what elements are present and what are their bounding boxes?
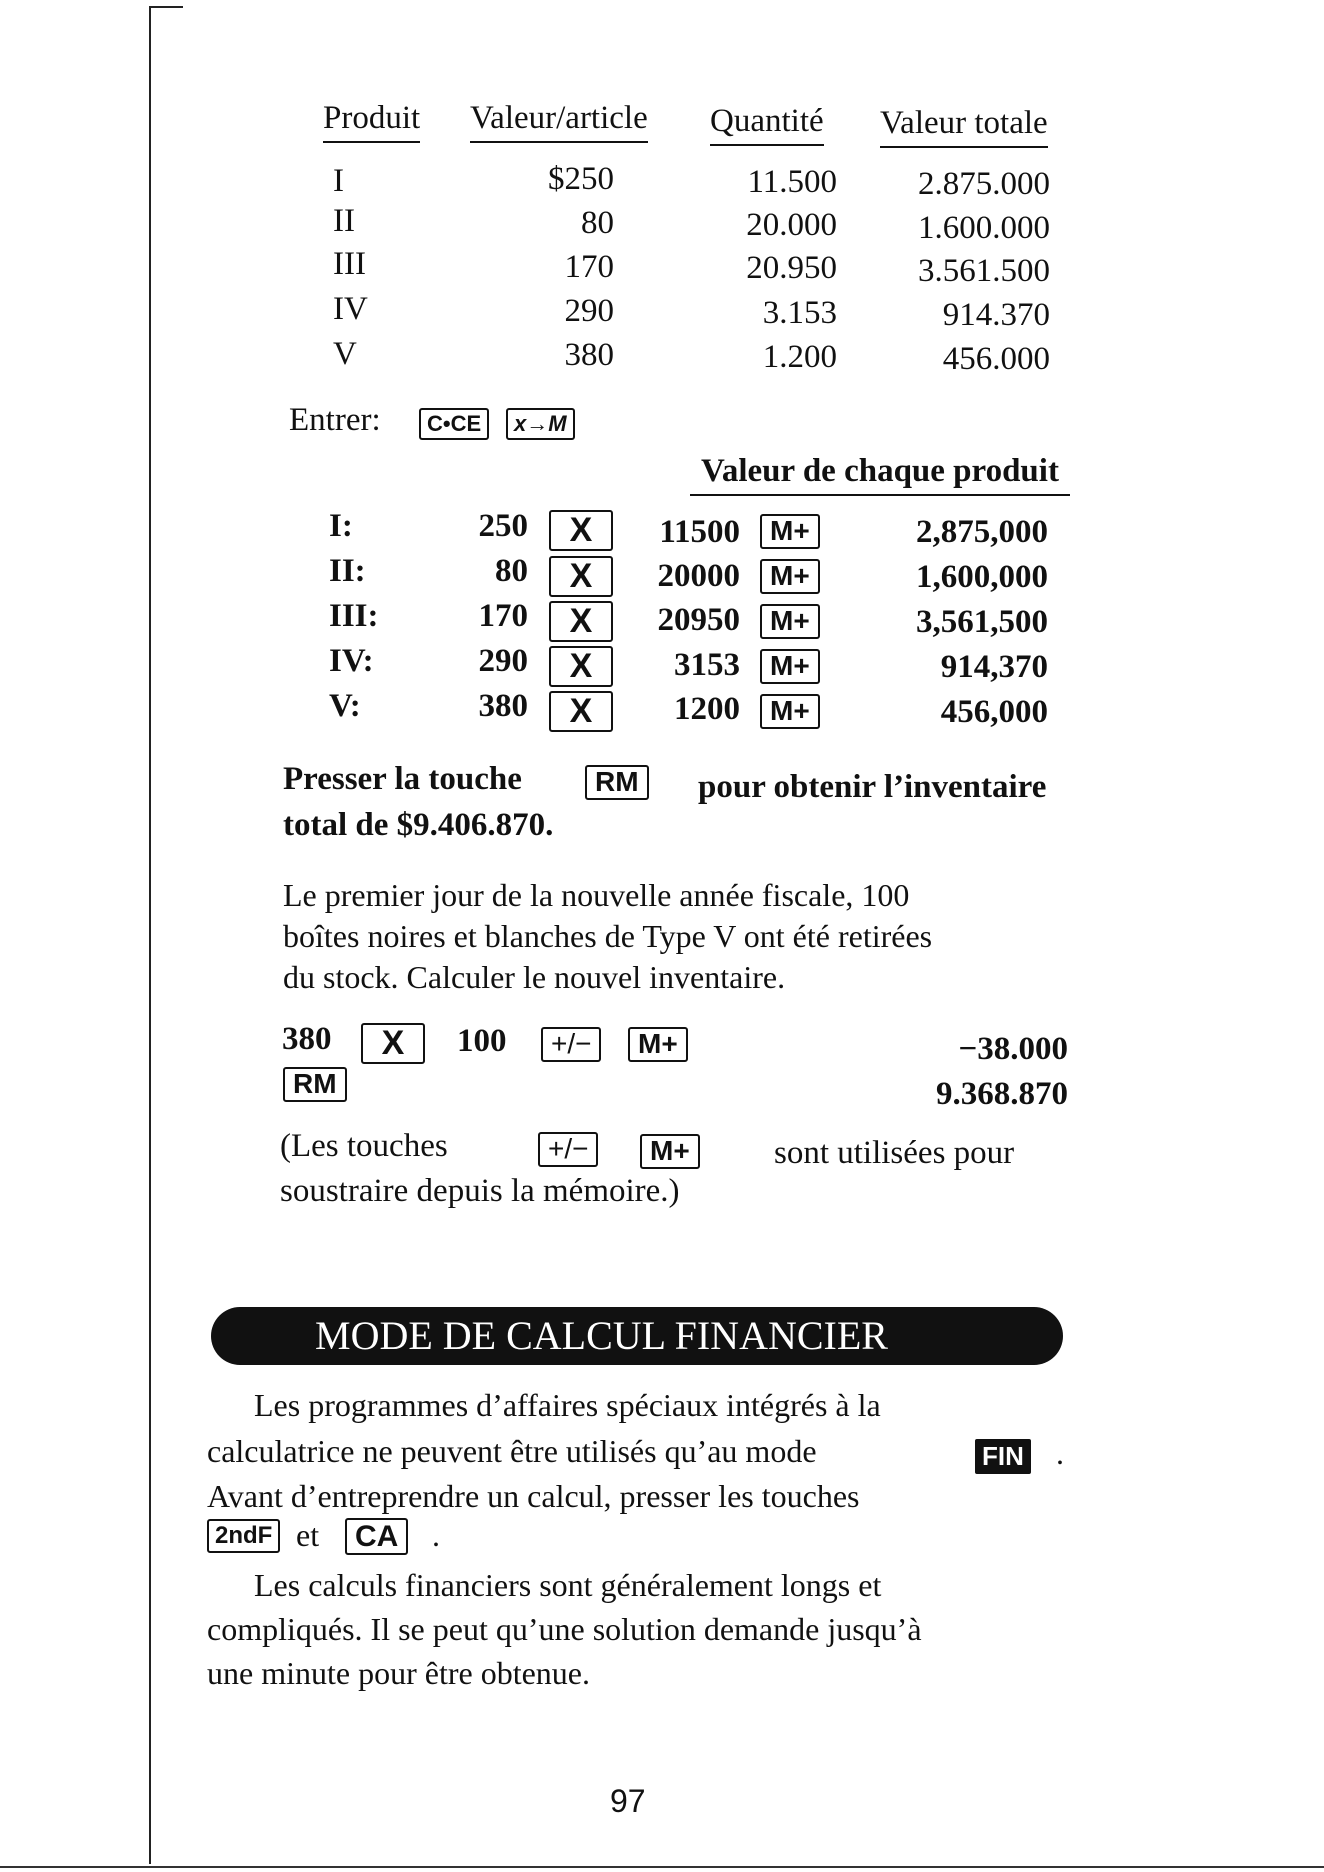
row-result: 914,370: [940, 649, 1048, 685]
row-qty: 1200: [674, 691, 740, 727]
product-value-header: Valeur de chaque produit: [690, 453, 1070, 496]
plus-minus-key[interactable]: [541, 1027, 601, 1062]
memory-plus-key-label: M+: [628, 1027, 688, 1062]
row-label: II:: [329, 553, 366, 589]
paragraph-programs-line4-end: .: [432, 1517, 440, 1553]
paragraph-programs-line2-end: .: [1056, 1435, 1064, 1471]
memory-plus-key[interactable]: [760, 649, 820, 684]
corner-rule: [149, 6, 183, 8]
press-rm-line2: total de $9.406.870.: [283, 807, 554, 843]
memory-plus-key[interactable]: [628, 1027, 688, 1062]
row-qty: 20950: [657, 602, 740, 638]
table-cell-value: 290: [564, 293, 614, 329]
memory-plus-key[interactable]: [760, 514, 820, 549]
row-result: 2,875,000: [916, 514, 1048, 550]
key-x-to-m[interactable]: [506, 408, 575, 440]
multiply-key[interactable]: [549, 601, 613, 642]
paragraph-programs-et: et: [296, 1517, 320, 1553]
header-valeur-totale: Valeur totale: [880, 105, 1048, 148]
table-cell-qty: 20.950: [746, 250, 837, 286]
table-cell-qty: 11.500: [747, 164, 837, 200]
row-price: 250: [478, 508, 528, 544]
row-qty: 3153: [674, 647, 740, 683]
table-cell-qty: 1.200: [762, 339, 837, 375]
press-rm-text-before: Presser la touche: [283, 761, 522, 797]
second-function-key[interactable]: [207, 1519, 280, 1553]
memory-plus-key-label: M+: [760, 649, 820, 684]
table-cell-total: 914.370: [942, 297, 1050, 333]
rm-key-label: RM: [283, 1067, 347, 1102]
table-cell-value: 80: [581, 205, 614, 241]
paragraph-long-line2: compliqués. Il se peut qu’une solution demande jusqu’à: [207, 1611, 922, 1647]
header-produit: Produit: [323, 100, 420, 143]
fin-key-label: FIN: [975, 1439, 1031, 1474]
table-cell-total: 1.600.000: [918, 210, 1050, 246]
memory-plus-key[interactable]: [640, 1134, 700, 1169]
rm-key[interactable]: [283, 1067, 347, 1102]
table-cell-product: II: [333, 203, 355, 239]
table-cell-value: $250: [548, 161, 614, 197]
key-c-ce-label: C•CE: [419, 408, 489, 440]
paragraph-programs-line3: Avant d’entreprendre un calcul, presser les touches: [207, 1478, 860, 1514]
paragraph-programs-line2-text: calculatrice ne peuvent être utilisés qu’au mode: [207, 1433, 817, 1469]
multiply-key[interactable]: [549, 556, 613, 597]
clear-all-key[interactable]: [345, 1518, 408, 1555]
table-cell-product: V: [333, 336, 357, 372]
plus-minus-key-label: +/−: [541, 1027, 601, 1062]
rm-key-label: RM: [585, 765, 649, 800]
table-cell-product: III: [333, 246, 366, 282]
multiply-key-label: X: [549, 646, 613, 687]
table-cell-qty: 3.153: [762, 295, 837, 331]
row-result: 3,561,500: [916, 604, 1048, 640]
paragraph-fiscal: [283, 875, 1073, 998]
memory-plus-key-label: M+: [760, 514, 820, 549]
table-cell-total: 456.000: [942, 341, 1050, 377]
memory-plus-key[interactable]: [760, 604, 820, 639]
paragraph-long-line1: Les calculs financiers sont généralement longs et: [254, 1567, 882, 1603]
calc-result1: −38.000: [958, 1031, 1068, 1067]
paragraph-long-line3: une minute pour être obtenue.: [207, 1655, 590, 1691]
rm-key[interactable]: [585, 765, 649, 800]
row-label: III:: [329, 598, 379, 634]
row-qty: 11500: [659, 514, 740, 550]
note-line2: soustraire depuis la mémoire.): [280, 1173, 680, 1209]
multiply-key[interactable]: [549, 691, 613, 732]
multiply-key-label: X: [549, 691, 613, 732]
press-rm-text-after: pour obtenir l’inventaire: [698, 769, 1047, 805]
clear-all-key-label: CA: [345, 1518, 408, 1555]
header-quantite: Quantité: [710, 103, 824, 146]
row-price: 80: [495, 553, 528, 589]
table-cell-value: 170: [564, 249, 614, 285]
multiply-key-label: X: [549, 601, 613, 642]
paragraph-line: du stock. Calculer le nouvel inventaire.: [283, 959, 786, 995]
multiply-key-label: X: [549, 556, 613, 597]
memory-plus-key-label: M+: [760, 694, 820, 729]
paragraph-line: Le premier jour de la nouvelle année fiscale, 100: [283, 877, 910, 913]
note-text-after: sont utilisées pour: [774, 1135, 1015, 1171]
bottom-rule: [0, 1866, 1324, 1868]
plus-minus-key-label: +/−: [538, 1132, 598, 1167]
row-result: 456,000: [940, 694, 1048, 730]
row-qty: 20000: [657, 558, 740, 594]
table-cell-product: I: [333, 163, 344, 199]
key-c-ce[interactable]: [419, 408, 489, 440]
fin-key[interactable]: [975, 1439, 1031, 1474]
calc-num2: 100: [457, 1023, 507, 1059]
note-text-before: (Les touches: [280, 1128, 448, 1164]
paragraph-programs-line1: Les programmes d’affaires spéciaux intégrés à la: [254, 1387, 881, 1423]
row-label: V:: [329, 688, 361, 724]
section-banner: [211, 1307, 1063, 1365]
memory-plus-key[interactable]: [760, 694, 820, 729]
row-price: 170: [478, 598, 528, 634]
multiply-key[interactable]: [549, 510, 613, 551]
memory-plus-key-label: M+: [760, 604, 820, 639]
calc-result2: 9.368.870: [936, 1076, 1068, 1112]
row-price: 380: [478, 688, 528, 724]
multiply-key-label: X: [549, 510, 613, 551]
calc-num1: 380: [282, 1021, 332, 1057]
row-label: I:: [329, 508, 353, 544]
multiply-key-label: X: [361, 1023, 425, 1064]
multiply-key[interactable]: [549, 646, 613, 687]
key-x-to-m-label: x→M: [506, 408, 575, 440]
memory-plus-key-label: M+: [760, 559, 820, 594]
multiply-key[interactable]: [361, 1023, 425, 1064]
row-price: 290: [478, 643, 528, 679]
page-number: 97: [610, 1783, 646, 1819]
table-cell-qty: 20.000: [746, 207, 837, 243]
plus-minus-key[interactable]: [538, 1132, 598, 1167]
section-title: MODE DE CALCUL FINANCIER: [315, 1313, 888, 1358]
table-cell-product: IV: [333, 291, 368, 327]
paragraph-programs-line2: [207, 1431, 817, 1472]
table-cell-total: 3.561.500: [918, 253, 1050, 289]
memory-plus-key-label: M+: [640, 1134, 700, 1169]
header-valeur-article: Valeur/article: [470, 100, 648, 143]
second-function-key-label: 2ndF: [207, 1519, 280, 1553]
paragraph-line: boîtes noires et blanches de Type V ont été retirées: [283, 918, 933, 954]
row-result: 1,600,000: [916, 559, 1048, 595]
margin-rule: [149, 6, 151, 1864]
row-label: IV:: [329, 643, 374, 679]
table-cell-total: 2.875.000: [918, 166, 1050, 202]
memory-plus-key[interactable]: [760, 559, 820, 594]
table-cell-value: 380: [564, 337, 614, 373]
entry-label: Entrer:: [289, 402, 381, 438]
